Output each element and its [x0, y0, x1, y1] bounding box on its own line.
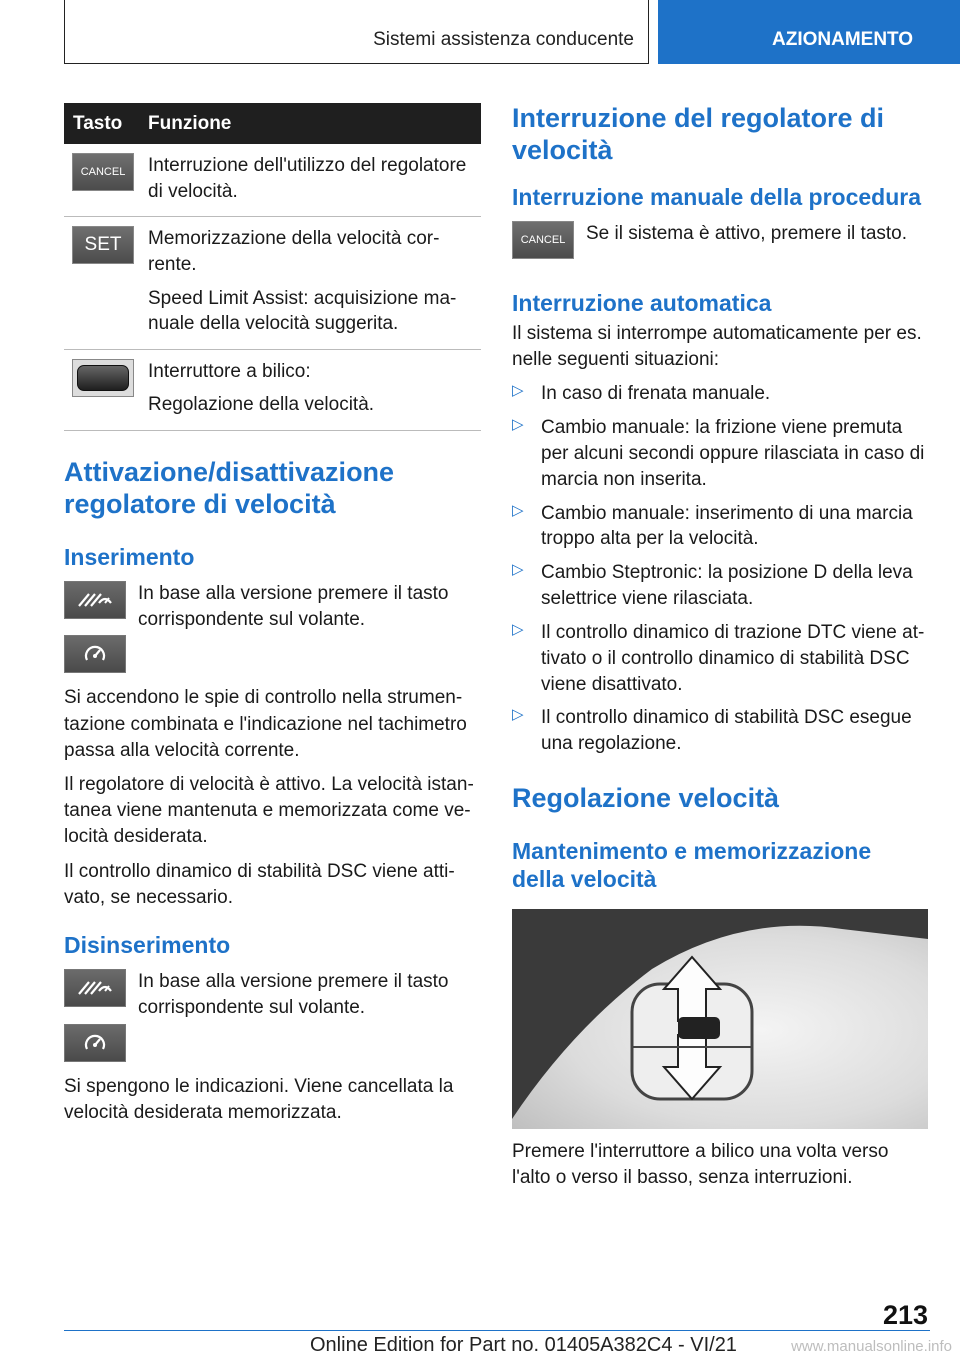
list-item: ▷ Cambio manuale: la frizione viene premuta per alcuni secondi oppure rilasciata in caso di marcia non inserita. [512, 416, 925, 490]
row-text: Speed Limit Assist: acquisizione ma-nuale della velocità suggerita. [148, 287, 457, 335]
cruise-control-icon [64, 969, 126, 1007]
list-item: ▷ Cambio manuale: inserimento di una marcia troppo alta per la velocità. [512, 501, 913, 550]
list-item: ▷ In caso di frenata manuale. [512, 382, 771, 405]
footer-text: Online Edition for Part no. 01405A382C4 - VI/21 [310, 1334, 737, 1356]
list-item: ▷ Il controllo dinamico di stabilità DSC esegue una regolazione. [512, 706, 912, 755]
cancel-key-icon: CANCEL [72, 153, 134, 191]
table-row [64, 144, 481, 217]
on-instruction: In base alla versione premere il tasto corrispondente sul volante. [138, 582, 449, 631]
section-title: Sistemi assistenza conducente [373, 29, 634, 50]
table-row [64, 349, 481, 430]
row-text: Memorizzazione della velocità cor-rente. [148, 228, 440, 275]
auto-list [512, 381, 928, 757]
row-text: Regolazione della velocità. [148, 394, 375, 416]
heading-activation: Attivazione/disattivazione regolatore di velocità [64, 457, 395, 519]
cruise-control-icon [64, 581, 126, 619]
footer-rule [64, 1330, 930, 1331]
row-text: Interruzione dell'utilizzo del regolatore di velocità. [148, 155, 467, 202]
manual-instruction: Se il sistema è attivo, premere il tasto. [586, 222, 908, 244]
speed-limiter-icon [64, 1024, 126, 1062]
col-header-key: Tasto [64, 103, 148, 144]
heading-speed: Regolazione velocità [512, 783, 780, 814]
auto-intro: Il sistema si interrompe automaticamente per es. nelle seguenti situazioni: [512, 322, 922, 371]
on-paragraph-1: Si accendono le spie di controllo nella strumen-tazione combinata e l'indicazione nel tachimetro passa alla velocità corrente. [64, 687, 467, 761]
watermark: www.manualsonline.info [791, 1338, 952, 1355]
heading-auto: Interruzione automatica [512, 289, 772, 316]
on-paragraph-3: Il controllo dinamico di stabilità DSC viene atti-vato, se necessario. [64, 860, 455, 908]
col-header-function: Funzione [148, 103, 481, 144]
heading-off: Disinserimento [64, 932, 231, 959]
cancel-key-icon: CANCEL [512, 221, 574, 259]
rocker-switch-icon [72, 359, 134, 397]
off-instruction: In base alla versione premere il tasto corrispondente sul volante. [138, 971, 449, 1019]
off-paragraph: Si spengono le indicazioni. Viene cancellata la velocità desiderata memorizzata. [64, 1075, 454, 1123]
left-column [64, 103, 481, 1134]
page-number: 213 [882, 1300, 928, 1330]
speed-limiter-icon [64, 635, 126, 673]
on-paragraph-2: Il regolatore di velocità è attivo. La velocità istan-tanea viene mantenuta e memorizzata come ve-locità desiderata. [64, 773, 474, 848]
list-item: ▷ Cambio Steptronic: la posizione D della leva selettrice viene rilasciata. [512, 561, 913, 610]
steering-wheel-photo [512, 909, 928, 1129]
row-text: Interruttore a bilico: [148, 360, 311, 382]
set-key-icon: SET [72, 226, 134, 264]
chapter-tab: AZIONAMENTO [658, 0, 960, 64]
on-icon-row [64, 581, 481, 633]
list-item: ▷ Il controllo dinamico di trazione DTC viene at-tivato o il controllo dinamico di stabilità DSC viene disattivato. [512, 620, 925, 695]
heading-on: Inserimento [64, 543, 195, 570]
heading-interrupt: Interruzione del regolatore di velocità [512, 103, 885, 165]
table-row [64, 217, 481, 350]
keys-table [64, 103, 481, 431]
right-column [512, 103, 928, 1199]
manual-row [512, 221, 928, 259]
off-icon-row [64, 969, 481, 1021]
heading-manual: Interruzione manuale della procedura [512, 183, 921, 210]
heading-keep: Mantenimento e memorizzazione della velocità [512, 837, 872, 892]
photo-caption: Premere l'interruttore a bilico una volta verso l'alto o verso il basso, senza interruzioni. [512, 1140, 889, 1189]
